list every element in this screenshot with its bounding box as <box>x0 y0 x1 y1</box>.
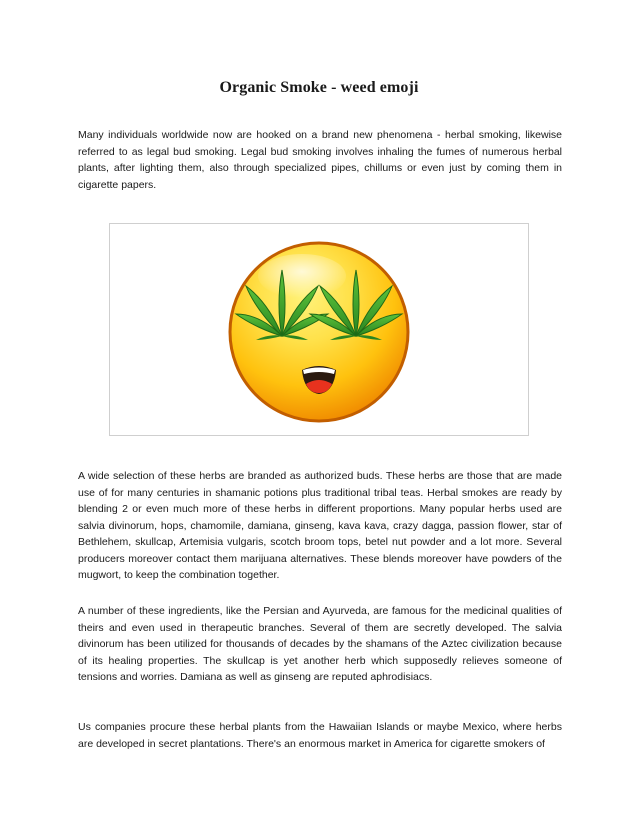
page-title: Organic Smoke - weed emoji <box>219 79 419 96</box>
paragraph-3: A number of these ingredients, like the Persian and Ayurveda, are famous for the medicinal qualities of theirs and even used in therapeutic branches. Several of them are secretly developed. The salvia divinorum has been utilized for thousands of decades by the shamans of the Aztec civilization because of its healing properties. The skullcap is yet another herb which supposedly relieves someone of tensions and worries. Damiana as well as ginseng are reputed aphrodisiacs. <box>78 605 562 683</box>
emoji-figure <box>109 223 529 436</box>
weed-emoji-icon <box>110 224 530 437</box>
paragraph-4: Us companies procure these herbal plants from the Hawaiian Islands or maybe Mexico, where herbs are developed in secret plantations. There's an enormous market in America for cigarette smokers of <box>78 721 562 750</box>
paragraph-1: Many individuals worldwide now are hooked on a brand new phenomena - herbal smoking, likewise referred to as legal bud smoking. Legal bud smoking involves inhaling the fumes of numerous herbal plants, after lighting them, also through specialized pipes, chillums or even just by coming them in cigarette papers. <box>78 129 562 191</box>
face-shine <box>258 254 346 298</box>
paragraph-2: A wide selection of these herbs are branded as authorized buds. These herbs are those that are made use of for many centuries in shamanic potions plus traditional tribal teas. Herbal smokes are ready by blending 2 or even much more of these herbs in different proportions. Many popular herbs used are salvia divinorum, hops, chamomile, damiana, ginseng, kava kava, crazy dagga, passion flower, star of Bethlehem, skullcap, Artemisia vulgaris, scotch broom tops, betel nut powder and a lot more. Several producers moreover contact them marijuana alternatives. These blends moreover have powders of the mugwort, to keep the combination together. <box>78 470 562 581</box>
